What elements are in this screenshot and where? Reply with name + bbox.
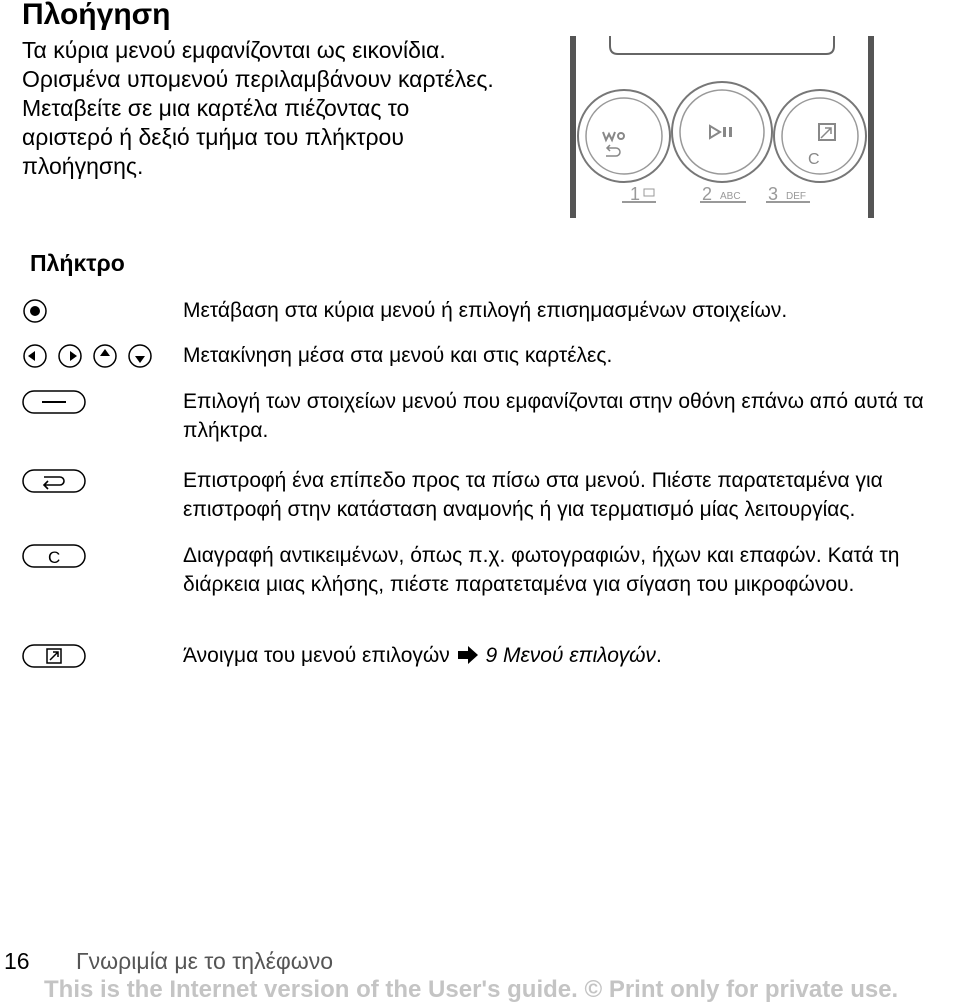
row-description: Διαγραφή αντικειμένων, όπως π.χ. φωτογραφιών, ήχων και επαφών. Κατά τη διάρκεια μιας κλήσης, πιέστε παρατεταμένα για σίγαση του μικροφώνου. — [183, 544, 900, 596]
row-icons — [22, 641, 86, 671]
arrow-right-icon — [456, 645, 480, 665]
page-number: 16 — [4, 948, 30, 974]
row-icons — [22, 387, 86, 417]
key-column-heading: Πλήκτρο — [30, 250, 125, 276]
options-key-icon — [22, 643, 86, 669]
svg-text:DEF: DEF — [786, 191, 806, 202]
selection-key-icon — [22, 389, 86, 415]
options-text: Άνοιγμα του μενού επιλογών — [183, 644, 450, 667]
walkman-back-key-icon — [578, 90, 670, 182]
row-icons — [22, 541, 86, 571]
row-icons — [22, 466, 86, 496]
navigation-up-icon — [92, 343, 118, 369]
back-key-icon — [22, 468, 86, 494]
row-description — [183, 641, 943, 670]
phone-keypad-illustration — [570, 36, 874, 218]
navigation-right-icon — [57, 343, 83, 369]
svg-text:C: C — [48, 548, 61, 567]
row-description: Επιλογή των στοιχείων μενού που εμφανίζονται στην οθόνη επάνω από αυτά τα πλήκτρα. — [183, 390, 924, 442]
cross-reference-link[interactable]: 9 Μενού επιλογών — [485, 644, 656, 667]
navigation-center-icon — [22, 298, 48, 324]
row-icons — [22, 341, 153, 371]
footer-notice: This is the Internet version of the User's guide. © Print only for private use. — [44, 976, 899, 1003]
row-description: Επιστροφή ένα επίπεδο προς τα πίσω στα μενού. Πιέστε παρατεταμένα για επιστροφή στην κατάσταση αναμονής ή για τερματισμό μίας λειτουργίας. — [183, 469, 883, 521]
svg-text:1: 1 — [630, 184, 641, 204]
row-icons — [22, 296, 48, 326]
clear-key-icon — [22, 543, 86, 569]
options-text-suffix: . — [655, 644, 662, 667]
row-description: Μετάβαση στα κύρια μενού ή επιλογή επισημασμένων στοιχείων. — [183, 299, 788, 322]
svg-text:C: C — [808, 151, 820, 168]
page-title: Πλοήγηση — [22, 0, 171, 31]
svg-text:3: 3 — [768, 184, 779, 204]
row-description: Μετακίνηση μέσα στα μενού και στις καρτέλες. — [183, 344, 613, 367]
navigation-down-icon — [127, 343, 153, 369]
play-pause-key-icon — [672, 82, 772, 182]
intro-paragraph: Τα κύρια μενού εμφανίζονται ως εικονίδια. Ορισμένα υπομενού περιλαμβάνουν καρτέλες. Μεταβείτε σε μια καρτέλα πιέζοντας το αριστερό ή δεξιό τμήμα του πλήκτρου πλοήγησης. — [22, 37, 494, 179]
svg-text:ABC: ABC — [720, 191, 741, 202]
options-clear-key-icon — [774, 90, 866, 182]
navigation-left-icon — [22, 343, 48, 369]
section-name: Γνωριμία με το τηλέφωνο — [76, 948, 333, 974]
svg-text:2: 2 — [702, 184, 713, 204]
